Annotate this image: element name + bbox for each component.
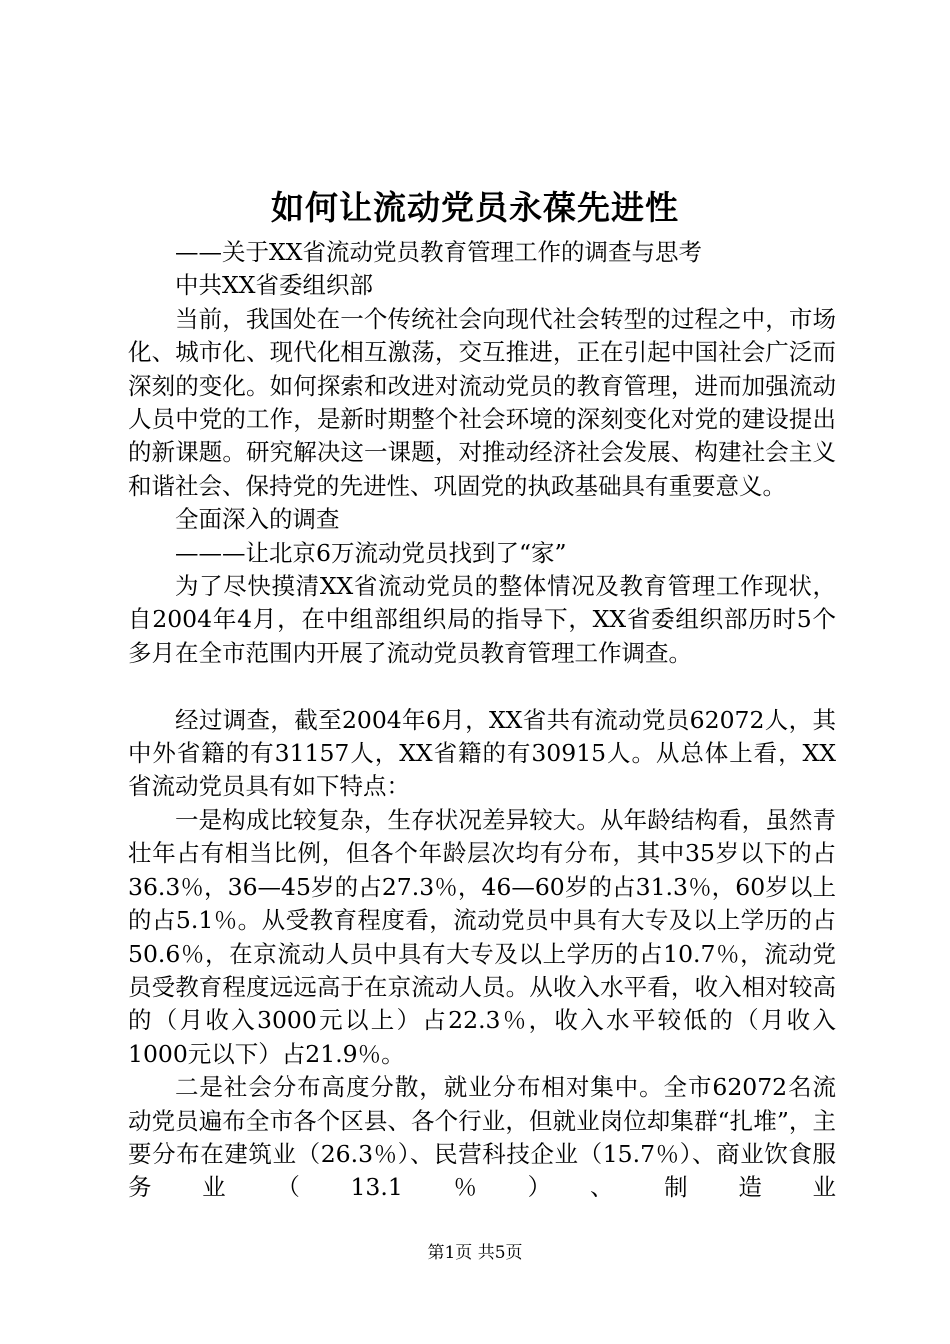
page-footer: 第1页 共5页 — [427, 1243, 523, 1263]
paragraph-statistics: 经过调查，截至2004年6月，XX省共有流动党员62072人，其中外省籍的有31157人，XX省籍的有30915人。从总体上看，XX省流动党员具有如下特点： — [128, 705, 836, 801]
subtitle: ——关于XX省流动党员教育管理工作的调查与思考 — [175, 238, 702, 266]
blank-line — [128, 670, 836, 703]
author-line: 中共XX省委组织部 — [175, 271, 373, 300]
paragraph-survey: 为了尽快摸清XX省流动党员的整体情况及教育管理工作现状，自2004年4月，在中组部组织局的指导下，XX省委组织部历时5个多月在全市范围内开展了流动党员教育管理工作调查。 — [128, 572, 836, 667]
section-subheading: ———让北京6万流动党员找到了“家” — [175, 538, 567, 567]
document-title: 如何让流动党员永葆先进性 — [271, 188, 679, 227]
paragraph-feature-two: 二是社会分布高度分散，就业分布相对集中。全市62072名流动党员遍布全市各个区县、各个行业，但就业岗位却集群“扎堆”，主要分布在建筑业（26.3％）、民营科技企业（15.7％）、商业饮食服务业（13.1％）、制造业 — [128, 1073, 836, 1202]
section-heading: 全面深入的调查 — [175, 505, 340, 534]
document-body — [128, 236, 836, 1205]
paragraph-feature-one: 一是构成比较复杂，生存状况差异较大。从年龄结构看，虽然青壮年占有相当比例，但各个年龄层次均有分布，其中35岁以下的占36.3％，36—45岁的占27.3％，46—60岁的占31.3％，60岁以上的占5.1％。从受教育程度看，流动党员中具有大专及以上学历的占50.6％，在京流动人员中具有大专及以上学历的占10.7％，流动党员受教育程度远远高于在京流动人员。从收入水平看，收入相对较高的（月收入3000元以上）占22.3％，收入水平较低的（月收入1000元以下）占21.9％。 — [128, 805, 836, 1068]
paragraph-intro: 当前，我国处在一个传统社会向现代社会转型的过程之中，市场化、城市化、现代化相互激荡，交互推进，正在引起中国社会广泛而深刻的变化。如何探索和改进对流动党员的教育管理，进而加强流动人员中党的工作，是新时期整个社会环境的深刻变化对党的建设提出的新课题。研究解决这一课题，对推动经济社会发展、构建社会主义和谐社会、保持党的先进性、巩固党的执政基础具有重要意义。 — [128, 304, 836, 500]
